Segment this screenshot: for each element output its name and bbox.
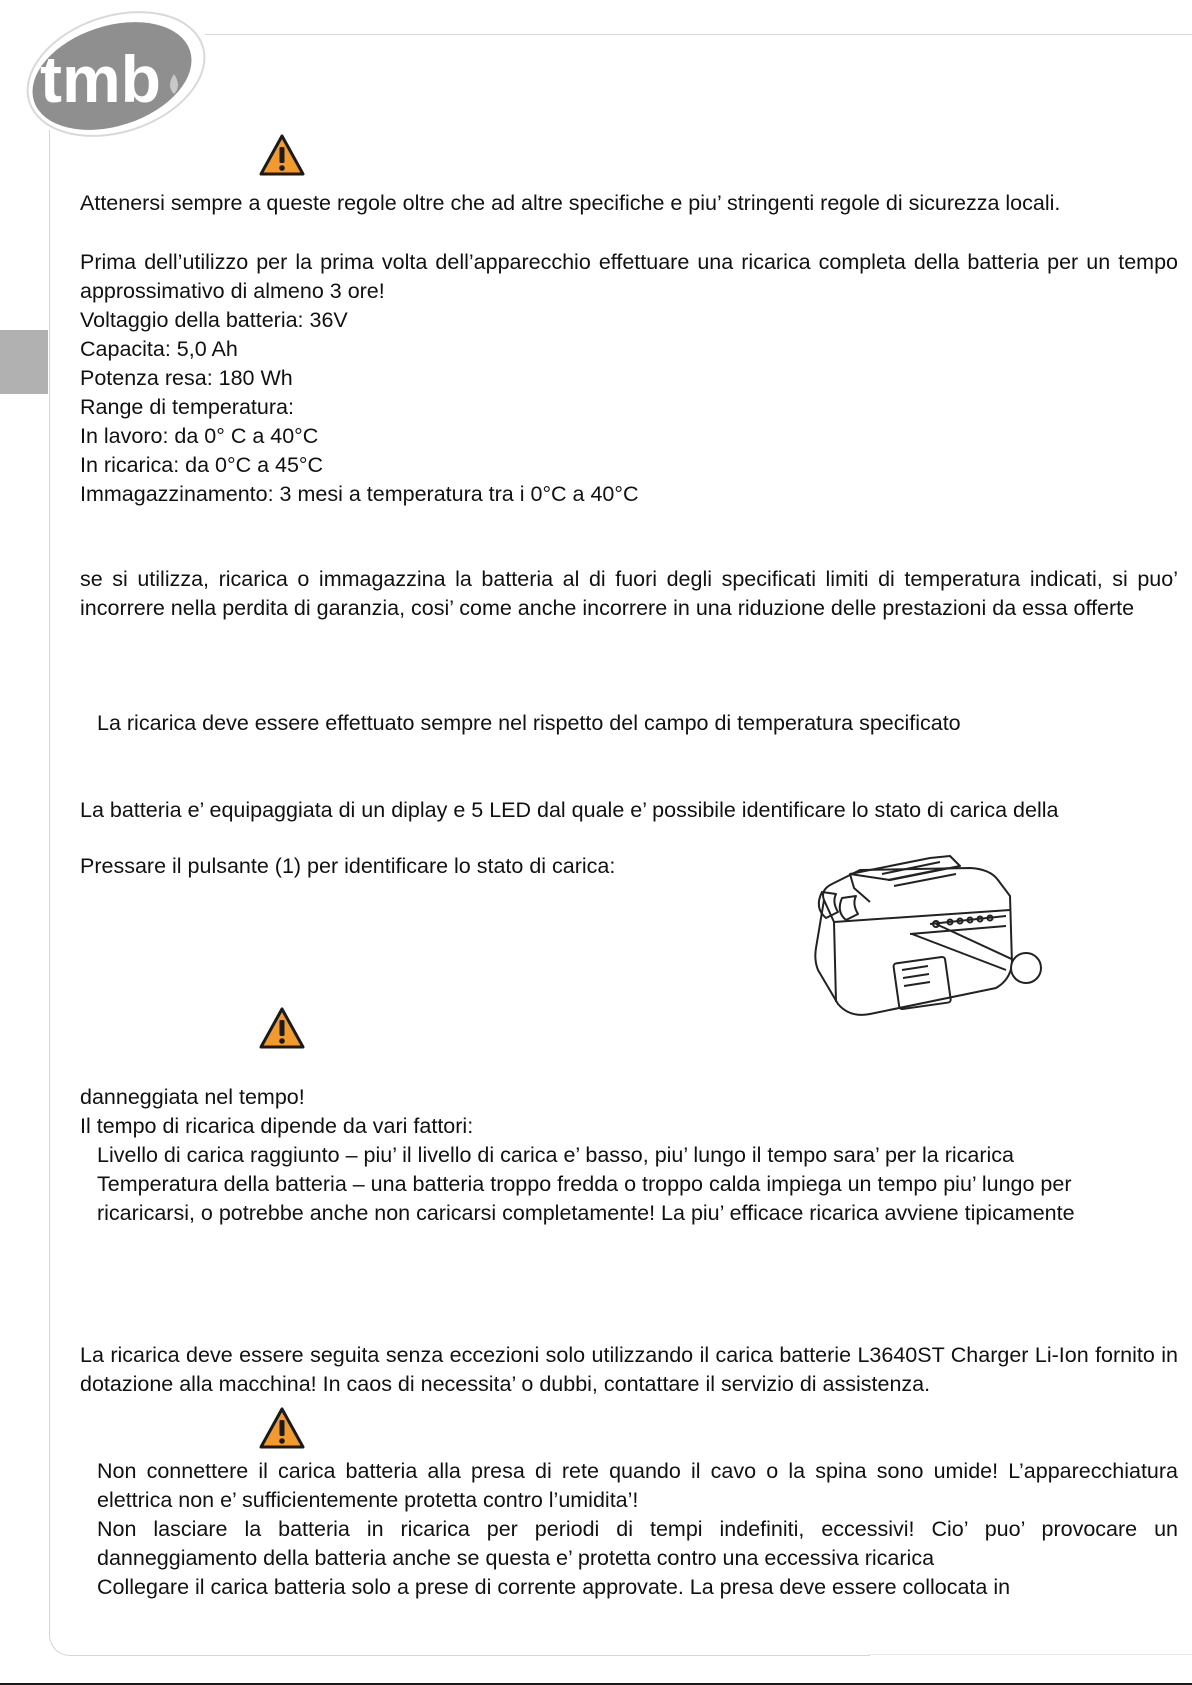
battery-illustration [810,852,1050,1027]
tmb-logo [22,8,212,143]
charge-time-item-temperature-cont: ricaricarsi, o potrebbe anche non caricarsi completamente! La piu’ efficace ricarica avviene tipicamente [97,1201,1075,1225]
section-side-tab [0,330,48,394]
safety-item-moisture: Non connettere il carica batteria alla presa di rete quando il cavo o la spina sono umide! L’apparecchiatura elettrica non e’ sufficientemente protetta contro l’umidita’! [97,1459,1178,1512]
charge-time-item-temperature: Temperatura della batteria – una batteria troppo fredda o troppo calda impiega un tempo piu’ lungo per [97,1172,1072,1196]
first-use-text: Prima dell’utilizzo per la prima volta dell’apparecchio effettuare una ricarica completa della batteria per un tempo approssimativo di almeno 3 ore! [80,250,1178,303]
charger-note: La ricarica deve essere seguita senza eccezioni solo utilizzando il carica batterie L3640ST Charger Li-Ion fornito in dotazione alla macchina! In caos di necessita’ o dubbi, contattare il servizio di assistenza. [80,1343,1178,1396]
safety-item-outlet: Collegare il carica batteria solo a prese di corrente approvate. La presa deve essere collocata in [97,1575,1011,1599]
warning-icon [258,1406,306,1450]
intro-text: Attenersi sempre a queste regole oltre che ad altre specifiche e piu’ stringenti regole di sicurezza locali. [80,191,1061,215]
charge-time-heading: Il tempo di ricarica dipende da vari fattori: [80,1114,474,1138]
spec-storage: Immagazzinamento: 3 mesi a temperatura tra i 0°C a 40°C [80,482,639,506]
page-frame-top [205,34,1192,35]
charge-range-note: La ricarica deve essere effettuato sempre nel rispetto del campo di temperatura specificato [97,711,961,735]
spec-working-temp: In lavoro: da 0° C a 40°C [80,424,319,448]
warning-icon [258,1006,306,1050]
spec-voltage: Voltaggio della batteria: 36V [80,308,348,332]
temperature-note: se si utilizza, ricarica o immagazzina la batteria al di fuori degli specificati limiti di temperatura indicati, si puo’ incorrere nella perdita di garanzia, cosi’ come anche incorrere in una riduzione delle prestazioni da essa offerte [80,567,1178,620]
safety-item-overcharge: Non lasciare la batteria in ricarica per periodi di tempi indefiniti, eccessivi! Cio’ puo’ provocare un danneggiamento della batteria anche se questa e’ protetta contro una eccessiva ricarica [97,1517,1178,1570]
display-info: La batteria e’ equipaggiata di un diplay e 5 LED dal quale e’ possibile identificare lo stato di carica della [80,798,1059,822]
charge-time-item-level: Livello di carica raggiunto – piu’ il livello di carica e’ basso, piu’ lungo il tempo sara’ per la ricarica [97,1143,1014,1167]
logo-text: tmb [40,42,161,116]
damage-note: danneggiata nel tempo! [80,1085,305,1109]
page-frame-bottom [49,1635,870,1656]
press-button-text: Pressare il pulsante (1) per identificare lo stato di carica: [80,854,616,878]
page-frame-bottom-fade [869,1654,1192,1655]
spec-charging-temp: In ricarica: da 0°C a 45°C [80,453,324,477]
spec-temperature-range: Range di temperatura: [80,395,294,419]
warning-icon [258,133,306,177]
page-frame-left [49,130,50,1635]
spec-capacity: Capacita: 5,0 Ah [80,337,238,361]
spec-power: Potenza resa: 180 Wh [80,366,293,390]
